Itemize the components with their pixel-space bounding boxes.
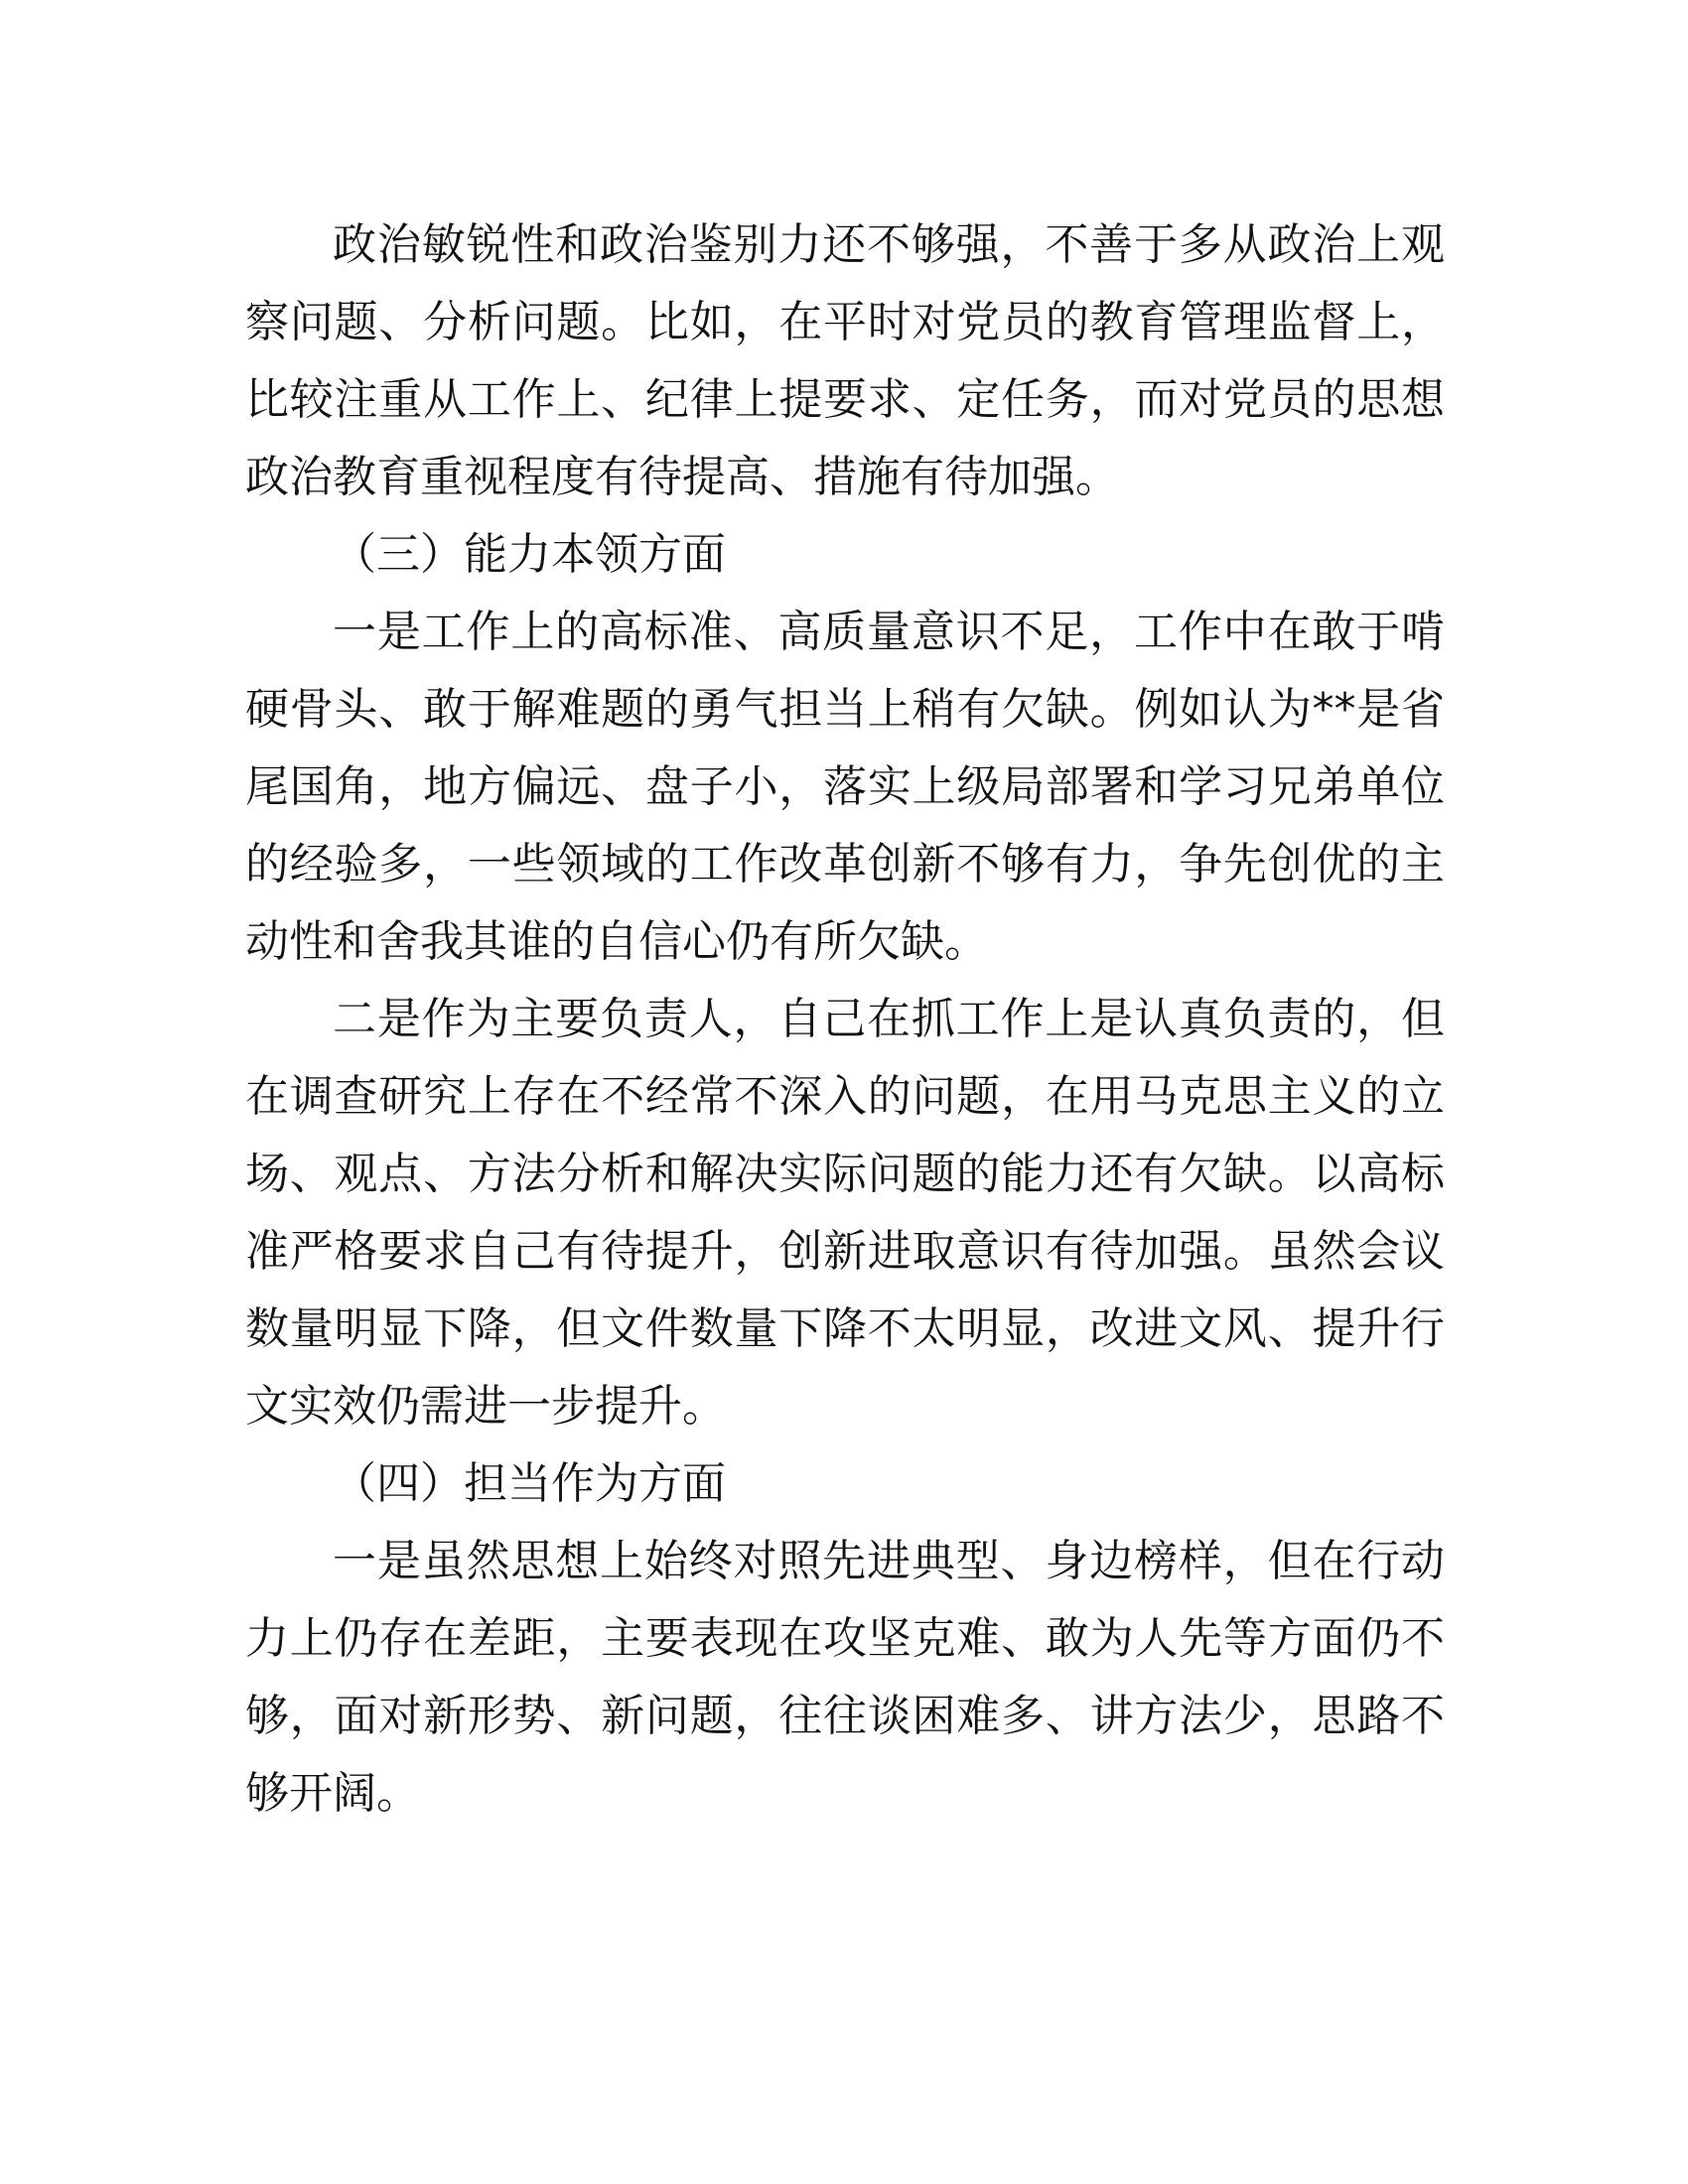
section-heading-ability: （三）能力本领方面 (333, 529, 726, 580)
paragraph-action-gap: 一是虽然思想上始终对照先进典型、身边榜样，但在行动力上仍存在差距，主要表现在攻坚克难、敢为人先等方面仍不够，面对新形势、新问题，往往谈困难多、讲方法少，思路不够开阔。 (245, 1536, 1445, 1819)
paragraph-main-responsibility: 二是作为主要负责人，自己在抓工作上是认真负责的，但在调查研究上存在不经常不深入的问题，在用马克思主义的立场、观点、方法分析和解决实际问题的能力还有欠缺。以高标准严格要求自己有待提升，创新进取意识有待加强。虽然会议数量明显下降，但文件数量下降不太明显，改进文风、提升行文实效仍需进一步提升。 (245, 994, 1445, 1432)
document-body (245, 206, 1445, 1833)
section-heading-responsibility: （四）担当作为方面 (333, 1458, 726, 1509)
paragraph-high-standards: 一是工作上的高标准、高质量意识不足，工作中在敢于啃硬骨头、敢于解难题的勇气担当上稍有欠缺。例如认为**是省尾国角，地方偏远、盘子小，落实上级局部署和学习兄弟单位的经验多，一些领域的工作改革创新不够有力，争先创优的主动性和舍我其谁的自信心仍有所欠缺。 (245, 607, 1445, 967)
paragraph-political-sensitivity: 政治敏锐性和政治鉴别力还不够强，不善于多从政治上观察问题、分析问题。比如，在平时对党员的教育管理监督上，比较注重从工作上、纪律上提要求、定任务，而对党员的思想政治教育重视程度有待提高、措施有待加强。 (245, 219, 1445, 502)
